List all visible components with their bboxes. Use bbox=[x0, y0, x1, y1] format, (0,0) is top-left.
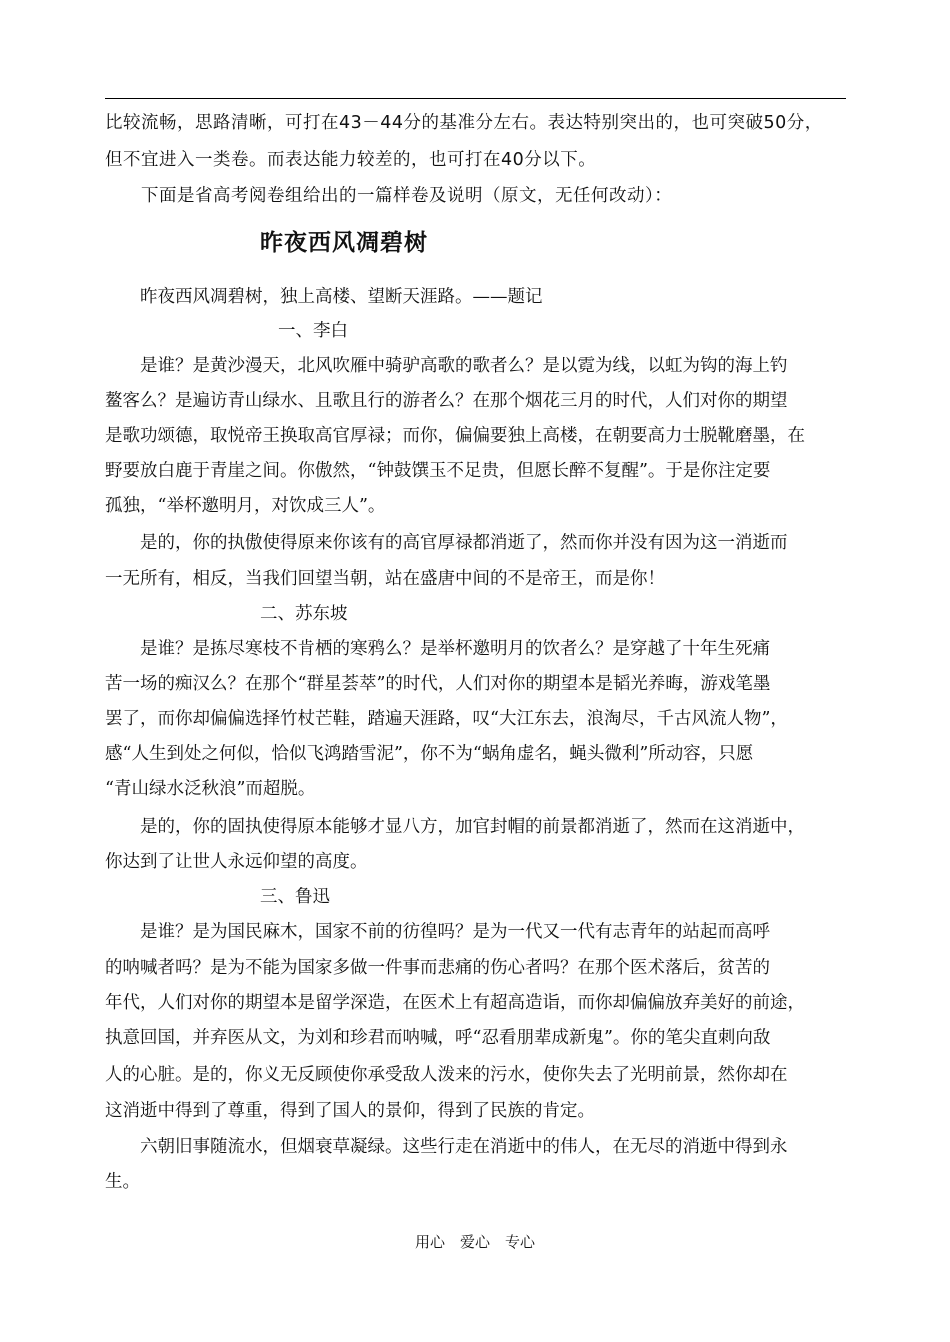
section-3-line-6: 这消逝中得到了尊重，得到了国人的景仰，得到了民族的肯定。 bbox=[105, 1101, 595, 1121]
section-3-line-4: 执意回国，并弃医从文，为刘和珍君而呐喊，呼“忍看朋辈成新鬼”。你的笔尖直刺向敌 bbox=[105, 1028, 771, 1048]
section-2-line-2: 苦一场的痴汉么？在那个“群星荟萃”的时代，人们对你的期望本是韬光养晦，游戏笔墨 bbox=[105, 674, 771, 694]
section-3-line-2: 的呐喊者吗？是为不能为国家多做一件事而悲痛的伤心者吗？在那个医术落后，贫苦的 bbox=[105, 958, 770, 978]
section-1-line-1: 是谁？是黄沙漫天，北风吹雁中骑驴高歌的歌者么？是以霓为线，以虹为钩的海上钓 bbox=[105, 356, 788, 376]
section-2-line-7: 你达到了让世人永远仰望的高度。 bbox=[105, 852, 368, 872]
intro-line-2: 但不宜进入一类卷。而表达能力较差的，也可打在40分以下。 bbox=[105, 150, 597, 170]
section-1-line-2: 鳌客么？是遍访青山绿水、且歌且行的游者么？在那个烟花三月的时代，人们对你的期望 bbox=[105, 391, 788, 411]
section-1-line-6: 是的，你的执傲使得原来你该有的高官厚禄都消逝了，然而你并没有因为这一消逝而 bbox=[105, 533, 788, 553]
epigraph: 昨夜西风凋碧树，独上高楼、望断天涯路。——题记 bbox=[105, 287, 543, 307]
section-1-line-7: 一无所有，相反，当我们回望当朝，站在盛唐中间的不是帝王，而是你！ bbox=[105, 569, 665, 589]
section-1-line-3: 是歌功颂德，取悦帝王换取高官厚禄；而你，偏偏要独上高楼，在朝要高力士脱靴磨墨，在 bbox=[105, 426, 805, 446]
section-1-line-5: 孤独，“举杯邀明月，对饮成三人”。 bbox=[105, 496, 386, 516]
section-3-line-1: 是谁？是为国民麻木，国家不前的彷徨吗？是为一代又一代有志青年的站起而高呼 bbox=[105, 922, 770, 942]
header-rule bbox=[105, 98, 846, 99]
intro-line-1: 比较流畅，思路清晰，可打在43－44分的基准分左右。表达特别突出的，也可突破50分， bbox=[105, 113, 823, 133]
conclusion-line-2: 生。 bbox=[105, 1172, 140, 1192]
section-3-line-5: 人的心脏。是的，你义无反顾使你承受敌人泼来的污水，使你失去了光明前景，然你却在 bbox=[105, 1065, 788, 1085]
section-2-line-6: 是的，你的固执使得原本能够才显八方，加官封帽的前景都消逝了，然而在这消逝中， bbox=[105, 817, 805, 837]
section-2-line-5: “青山绿水泛秋浪”而超脱。 bbox=[105, 779, 316, 799]
intro-line-3: 下面是省高考阅卷组给出的一篇样卷及说明（原文，无任何改动）： bbox=[105, 186, 673, 206]
section-heading-li-bai: 一、李白 bbox=[278, 321, 348, 341]
section-heading-su-dongpo: 二、苏东坡 bbox=[260, 604, 348, 624]
section-2-line-3: 罢了，而你却偏偏选择竹杖芒鞋，踏遍天涯路，叹“大江东去，浪淘尽，千古风流人物”， bbox=[105, 709, 788, 729]
essay-title: 昨夜西风凋碧树 bbox=[260, 230, 428, 256]
section-1-line-4: 野要放白鹿于青崖之间。你傲然，“钟鼓馔玉不足贵，但愿长醉不复醒”。于是你注定要 bbox=[105, 461, 771, 481]
conclusion-line-1: 六朝旧事随流水，但烟衰草凝绿。这些行走在消逝中的伟人，在无尽的消逝中得到永 bbox=[105, 1137, 788, 1157]
page-footer: 用心 爱心 专心 bbox=[414, 1233, 535, 1251]
section-2-line-1: 是谁？是拣尽寒枝不肯栖的寒鸦么？是举杯邀明月的饮者么？是穿越了十年生死痛 bbox=[105, 639, 770, 659]
section-2-line-4: 感“人生到处之何似，恰似飞鸿踏雪泥”，你不为“蜗角虚名，蝇头微利”所动容，只愿 bbox=[105, 744, 754, 764]
section-heading-lu-xun: 三、鲁迅 bbox=[260, 887, 330, 907]
section-3-line-3: 年代，人们对你的期望本是留学深造，在医术上有超高造诣，而你却偏偏放弃美好的前途， bbox=[105, 993, 805, 1013]
